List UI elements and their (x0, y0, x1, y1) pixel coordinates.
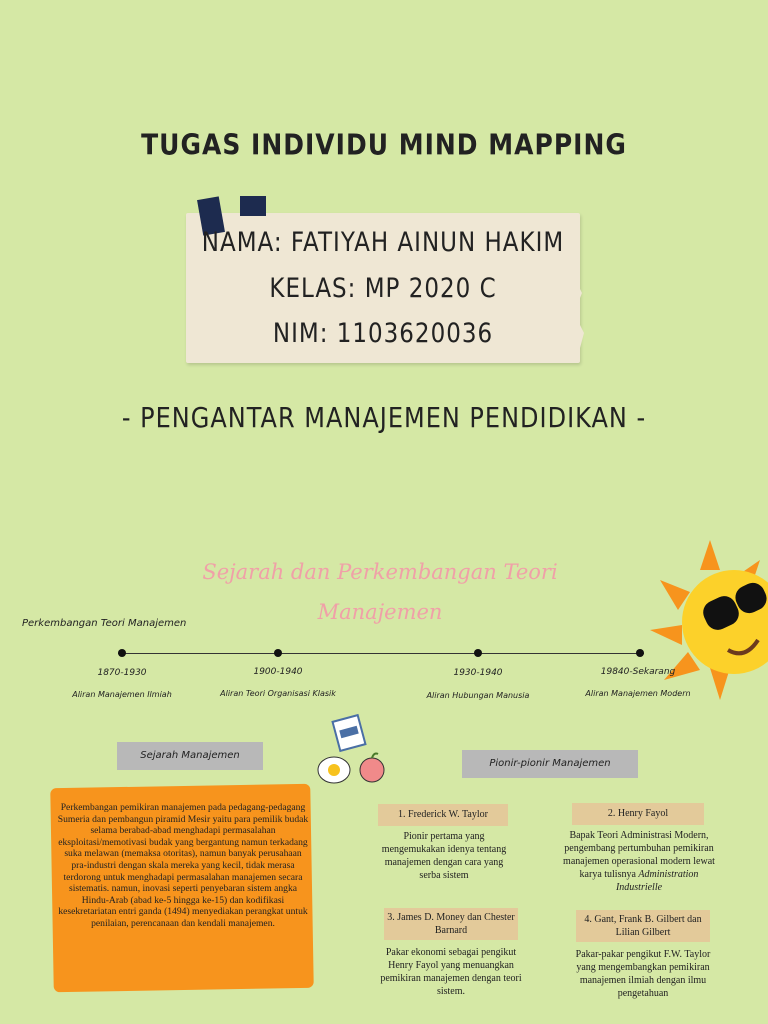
timeline-dot (636, 649, 644, 657)
pionir-desc: Pakar ekonomi sebagai pengikut Henry Fayol yang menuangkan pemikiran manajemen dengan teori sistem. (380, 947, 522, 997)
pionir-name: 1. Frederick W. Taylor (378, 804, 508, 826)
pionir-name: 2. Henry Fayol (572, 803, 704, 825)
section-title-line2: Manajemen (317, 600, 443, 624)
pionir-name: 3. James D. Money dan Chester Barnard (384, 908, 518, 940)
pionir-desc-text: Bapak Teori Administrasi Modern, pengembang pertumbuhan pemikiran manajemen operasional modern lewat karya tulisnya (563, 830, 715, 880)
timeline-label: Aliran Teori Organisasi Klasik (220, 689, 336, 698)
sejarah-label: Sejarah Manajemen (117, 742, 263, 770)
pionir-desc-book: Administration Industrielle (615, 869, 699, 893)
timeline-dot (274, 649, 282, 657)
pionir-name: 4. Gant, Frank B. Gilbert dan Lilian Gilbert (576, 910, 710, 942)
food-sticker-icon (316, 712, 392, 790)
section-title-line1: Sejarah dan Perkembangan Teori (202, 560, 558, 584)
timeline-line (118, 653, 644, 654)
timeline-label: Aliran Manajemen Modern (585, 689, 691, 698)
tape-decoration (240, 196, 266, 216)
student-name: NAMA: FATIYAH AINUN HAKIM (201, 228, 565, 258)
pionir-desc (556, 829, 722, 894)
pionir-desc: Pakar-pakar pengikut F.W. Taylor yang mengembangkan pemikiran manajemen ilmiah dengan ilmu pengetahuan (575, 949, 711, 999)
timeline-year: 1900-1940 (253, 667, 303, 677)
timeline-heading: Perkembangan Teori Manajemen (22, 618, 187, 629)
timeline-year: 19840-Sekarang (600, 667, 676, 677)
student-class: KELAS: MP 2020 C (269, 274, 497, 304)
timeline-label: Aliran Manajemen Ilmiah (72, 690, 172, 699)
timeline-label: Aliran Hubungan Manusia (426, 691, 530, 700)
pionir-desc: Pionir pertama yang mengemukakan idenya tentang manajemen dengan cara yang serba sistem (381, 831, 507, 881)
page-title: TUGAS INDIVIDU MIND MAPPING (141, 127, 627, 162)
sejarah-text: Perkembangan pemikiran manajemen pada pedagang-pedagang Sumeria dan pembangun piramid Mesir yaitu para pemilik budak selama berabad-abad menghadapi permasalahan eksploitasi/memotivasi budak yang bergantung namun terkadang suka melawan (memaksa otoritas), namun banyak perusahaan pra-industri dengan skala mereka yang kecil, tidak merasa terdorong untuk menghadapi permasalahan manajemen secara sistematis. namun, inovasi seperti penyebaran sistem angka Hindu-Arab (abad ke-5 hingga ke-15) dan kodifikasi kesekretariatan entri ganda (1494) menyediakan perangkat untuk penilaian, perencanaan dan kendali manajemen. (57, 802, 309, 929)
pionir-label: Pionir-pionir Manajemen (462, 750, 638, 778)
timeline-dot (474, 649, 482, 657)
section-title (160, 552, 600, 632)
course-subtitle: - PENGANTAR MANAJEMEN PENDIDIKAN - (121, 401, 647, 435)
timeline-dot (118, 649, 126, 657)
timeline-year: 1870-1930 (97, 668, 147, 678)
student-nim: NIM: 1103620036 (272, 319, 494, 349)
timeline-year: 1930-1940 (453, 668, 503, 678)
